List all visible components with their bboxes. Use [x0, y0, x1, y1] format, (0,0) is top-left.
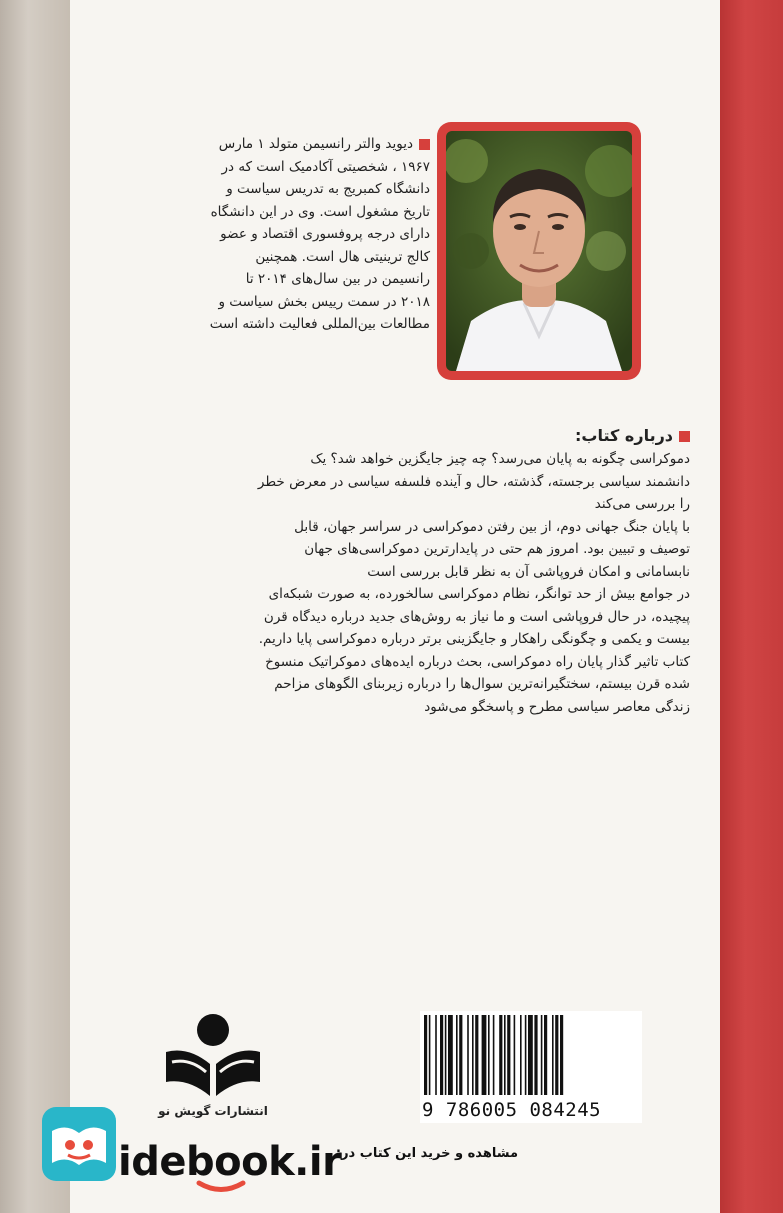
barcode-bar [499, 1015, 502, 1095]
barcode-bar [488, 1015, 490, 1095]
barcode-bar [493, 1015, 495, 1095]
publisher-name: انتشارات گویش نو [158, 1104, 268, 1118]
barcode-bar [448, 1015, 453, 1095]
about-line: بیست و یکمی و چگونگی راهکار و جایگزینی برتر درباره دموکراسی پایا داریم. [258, 631, 690, 647]
barcode-bar [514, 1015, 516, 1095]
red-edge-band [720, 0, 783, 1213]
book-watermark-icon [40, 1105, 118, 1187]
about-line: توصیف و تبیین بود. امروز هم حتی در پایدارترین دموکراسی‌های جهان [304, 541, 690, 557]
barcode-bar [544, 1015, 547, 1095]
about-book-heading: درباره کتاب: [480, 426, 690, 445]
bio-line: کالج ترینیتی هال است. همچنین [255, 248, 430, 265]
watermark-smile-icon [196, 1180, 246, 1200]
bio-line: ۱۹۶۷ ، شخصیتی آکادمیک است که در [221, 158, 430, 175]
bio-line: تاریخ مشغول است. وی در این دانشگاه [210, 203, 430, 220]
barcode-bar [445, 1015, 447, 1095]
about-line: شده قرن بیستم، سختگیرانه‌ترین سوال‌ها را درباره زیربنای الگوهای مزاحم [274, 676, 690, 692]
bio-line: دانشگاه کمبریج به تدریس سیاست و [226, 181, 430, 197]
about-book-text [142, 448, 690, 718]
bio-line: دیوید والتر رانسیمن متولد ۱ مارس [160, 133, 430, 156]
about-line: دانشمند سیاسی برجسته، گذشته، حال و آینده فلسفه سیاسی در معرض خطر [257, 473, 690, 490]
barcode-bar [528, 1015, 533, 1095]
bullet-square-icon [419, 139, 430, 150]
barcode-bar [456, 1015, 458, 1095]
bio-line: رانسیمن در بین سال‌های ۲۰۱۴ تا [245, 271, 430, 287]
barcode-bar [459, 1015, 462, 1095]
about-line: دموکراسی چگونه به پایان می‌رسد؟ چه چیز جایگزین خواهد شد؟ یک [310, 451, 690, 467]
bullet-square-icon [679, 431, 690, 442]
publisher-logo-icon [158, 1012, 268, 1106]
about-line: در جوامع بیش از حد توانگر، نظام دموکراسی سالخورده، به صورت شبکه‌ای [268, 586, 690, 602]
watermark-caption: مشاهده و خرید این کتاب در: [335, 1146, 518, 1161]
barcode-bar [424, 1015, 427, 1095]
bio-line: دارای درجه پروفسوری اقتصاد و عضو [220, 226, 430, 242]
watermark-logo-text: idebook.ir [118, 1139, 342, 1185]
about-line: را بررسی می‌کند [594, 496, 690, 512]
bio-line: ۲۰۱۸ در سمت رییس بخش سیاست و [218, 293, 430, 310]
barcode-bar [552, 1015, 554, 1095]
left-spine-edge [0, 0, 70, 1213]
barcode-bar [525, 1015, 527, 1095]
barcode-bar [440, 1015, 443, 1095]
about-line: نابسامانی و امکان فروپاشی آن به نظر قابل بررسی است [367, 563, 690, 580]
barcode-bar [520, 1015, 522, 1095]
barcode-bar [429, 1015, 431, 1095]
about-line: با پایان جنگ جهانی دوم، از بین رفتن دموکراسی در سراسر جهان، قابل [294, 518, 690, 535]
barcode-bar [475, 1015, 478, 1095]
barcode-bar [560, 1015, 563, 1095]
bio-line: مطالعات بین‌المللی فعالیت داشته است [209, 316, 430, 332]
barcode-bar [467, 1015, 469, 1095]
barcode-bar [472, 1015, 474, 1095]
barcode-bar [534, 1015, 537, 1095]
barcode-bar [555, 1015, 558, 1095]
barcode-bar [507, 1015, 510, 1095]
barcode-bar [541, 1015, 543, 1095]
about-line: کتاب تاثیر گذار پایان راه دموکراسی، بحث درباره ایده‌های دموکراتیک منسوخ [265, 653, 690, 670]
barcode-bar [504, 1015, 506, 1095]
about-line: زندگی معاصر سیاسی مطرح و پاسخگو می‌شود [424, 698, 690, 715]
barcode-bar [435, 1015, 437, 1095]
author-bio [160, 133, 430, 336]
barcode-bar [482, 1015, 487, 1095]
author-photo [446, 131, 632, 371]
about-line: پیچیده، در حال فروپاشی است و ما نیاز به روش‌های جدید درباره دیدگاه قرن [263, 608, 690, 625]
isbn-number: 9 786005 084245 [422, 1097, 642, 1123]
